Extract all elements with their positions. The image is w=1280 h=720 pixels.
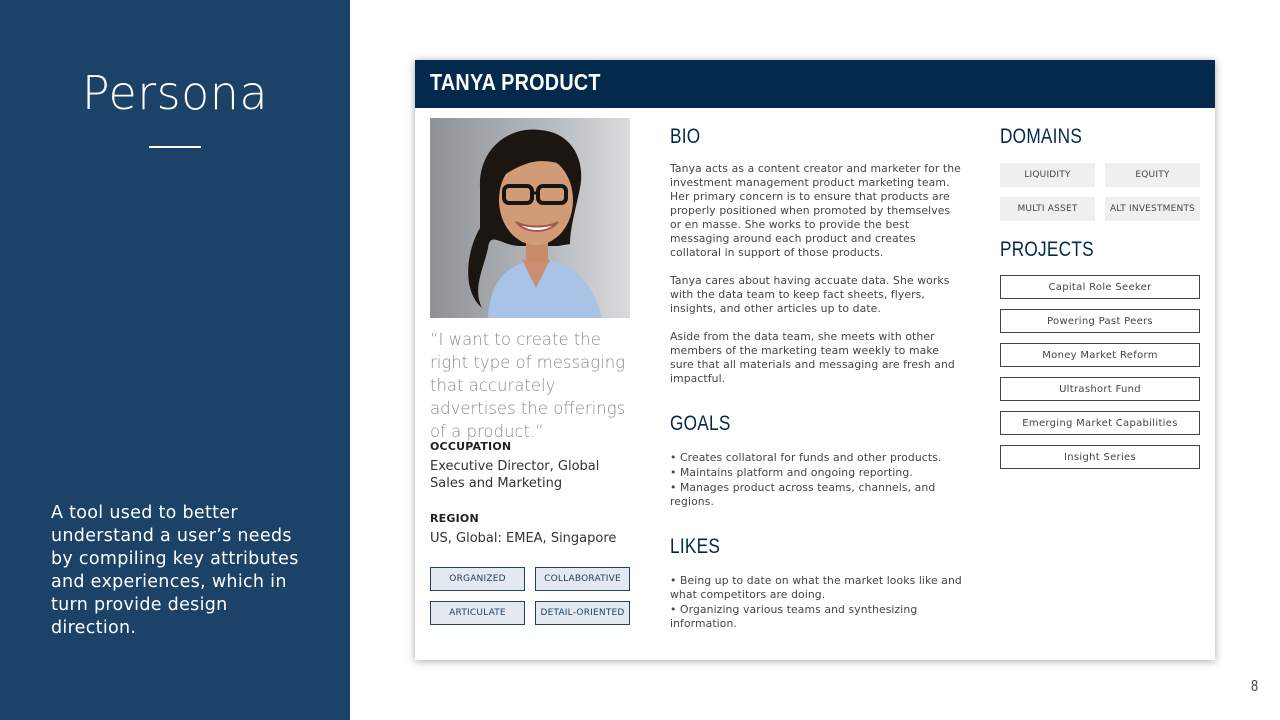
slide-description: A tool used to better understand a user’s needs by compiling key attributes and experiences, which in turn provide design direction.: [51, 503, 299, 638]
likes-heading: LIKES: [670, 535, 721, 558]
slide-title: Persona: [81, 66, 269, 120]
region-label: REGION: [430, 512, 479, 525]
bio-paragraph: Aside from the data team, she meets with other members of the marketing team weekly to make sure that all materials and messaging are fresh and impactful.: [670, 330, 955, 385]
goals-item: • Creates collatoral for funds and other products.: [670, 451, 962, 465]
region-value: US, Global: EMEA, Singapore: [430, 531, 617, 546]
title-underline: [149, 146, 201, 148]
bio-heading: BIO: [670, 125, 701, 148]
bio-paragraph: Tanya acts as a content creator and marketer for the investment management product marketing team. Her primary concern is to ensure that products are properly positioned when promoted by themselves or en masse. She works to provide the best messaging around each product and creates collatoral in support of those products.: [670, 162, 961, 259]
domain-chip: MULTI ASSET: [1000, 197, 1095, 221]
likes-list: [670, 574, 962, 631]
domain-chip: LIQUIDITY: [1000, 163, 1095, 187]
persona-quote: “I want to create the right type of messaging that accurately advertises the offerings of a product.”: [430, 330, 626, 441]
left-panel: [0, 0, 350, 720]
domain-chip: ALT INVESTMENTS: [1105, 197, 1200, 221]
goals-item: • Maintains platform and ongoing reporting.: [670, 466, 962, 480]
occupation-label: OCCUPATION: [430, 440, 512, 453]
card-header: [415, 60, 1215, 108]
projects-heading: PROJECTS: [1000, 238, 1094, 261]
project-chip: Capital Role Seeker: [1000, 275, 1200, 299]
domains-heading: DOMAINS: [1000, 125, 1083, 148]
persona-photo: [430, 118, 630, 318]
project-chip: Powering Past Peers: [1000, 309, 1200, 333]
goals-list: [670, 451, 962, 509]
page-number: 8: [1251, 678, 1259, 695]
bio-text: [670, 162, 962, 386]
project-chip: Emerging Market Capabilities: [1000, 411, 1200, 435]
likes-item: • Being up to date on what the market looks like and what competitors are doing.: [670, 574, 962, 602]
persona-name: TANYA PRODUCT: [430, 69, 601, 95]
goals-heading: GOALS: [670, 412, 731, 435]
occupation-value: Executive Director, Global Sales and Marketing: [430, 459, 600, 491]
trait-badge: COLLABORATIVE: [535, 567, 630, 591]
bio-paragraph: Tanya cares about having accuate data. She works with the data team to keep fact sheets, flyers, insights, and other articles up to date.: [670, 274, 950, 315]
project-chip: Insight Series: [1000, 445, 1200, 469]
trait-badge: ORGANIZED: [430, 567, 525, 591]
project-chip: Money Market Reform: [1000, 343, 1200, 367]
project-chip: Ultrashort Fund: [1000, 377, 1200, 401]
persona-card: [415, 60, 1215, 660]
domain-chip: EQUITY: [1105, 163, 1200, 187]
goals-item: • Manages product across teams, channels, and regions.: [670, 481, 962, 509]
likes-item: • Organizing various teams and synthesizing information.: [670, 603, 962, 631]
trait-badge: ARTICULATE: [430, 601, 525, 625]
trait-badge: DETAIL-ORIENTED: [535, 601, 630, 625]
persona-portrait-image: [430, 118, 630, 318]
